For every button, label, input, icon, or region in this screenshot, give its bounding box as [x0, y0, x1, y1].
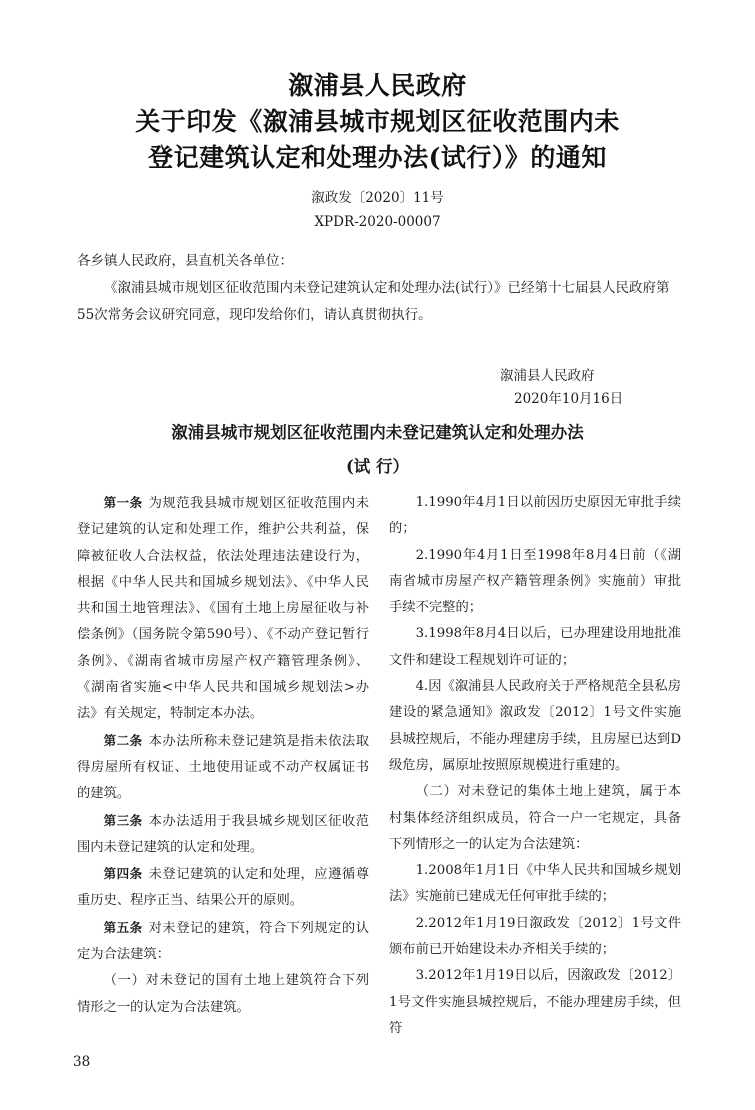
regulation-subtitle: (试 行）	[345, 457, 410, 476]
article-text: 本办法所称未登记建筑是指未依法取得房屋所有权证、土地使用证或不动产权属证书的建筑。	[77, 733, 369, 802]
article-label: 第一条	[103, 495, 143, 510]
notice-body	[77, 248, 681, 329]
clause-item: 3.2012年1月19日以后，因溆政发〔2012〕1号文件实施县城控规后，不能办理建房手续，但符	[389, 968, 681, 1036]
article-text: 本办法适用于我县城乡规划区征收范围内未登记建筑的认定和处理。	[77, 813, 369, 855]
regulation-title: 溆浦县城市规划区征收范围内未登记建筑认定和处理办法	[171, 423, 584, 442]
notice-addressee: 各乡镇人民政府，县直机关各单位：	[77, 253, 293, 269]
article	[77, 490, 369, 728]
document-code: XPDR-2020-00007	[314, 214, 441, 230]
clause-item: 2.2012年1月19日溆政发〔2012〕1号文件颁布前已开始建设未办齐相关手续的；	[389, 915, 681, 958]
document-number-block	[0, 186, 755, 234]
right-column	[389, 490, 681, 1042]
two-column-body	[77, 490, 681, 1042]
left-column	[77, 490, 369, 1042]
document-number: 溆政发〔2020〕11号	[311, 190, 444, 206]
clause-item: 3.1998年8月4日以后，已办理建设用地批准文件和建设工程规划许可证的；	[389, 626, 681, 668]
signature-date: 2020年10月16日	[514, 391, 624, 407]
title-line: 溆浦县人民政府	[288, 71, 467, 100]
clause-item: 1.2008年1月1日《中华人民共和国城乡规划法》实施前已建成无任何审批手续的；	[389, 863, 681, 905]
title-line: 登记建筑认定和处理办法(试行）》的通知	[148, 143, 607, 172]
article-label: 第三条	[103, 812, 143, 828]
clause	[77, 968, 369, 1021]
article	[77, 915, 369, 969]
clause-text: （一）对未登记的国有土地上建筑符合下列情形之一的认定为合法建筑。	[77, 973, 369, 1015]
article-label: 第二条	[103, 732, 143, 748]
article-text: 为规范我县城市规划区征收范围内未登记建筑的认定和处理工作，维护公共利益，保障被征收人合法权益，依法处理违法建设行为，根据《中华人民共和国城乡规划法》、《中华人民共和国土地管理法》、《国有土地上房屋征收与补偿条例》（国务院令第590号）、《不动产登记暂行条例》、《湖南省城市房屋产权产籍管理条例》、《湖南省实施<中华人民共和国城乡规划法>办法》有关规定，特制定本办法。	[77, 496, 369, 722]
page-number: 38	[73, 1054, 91, 1071]
article-label: 第四条	[103, 866, 143, 882]
clause-item: 4.因《溆浦县人民政府关于严格规范全县私房建设的紧急通知》溆政发〔2012〕1号文件实施县城控规后，不能办理建房手续，且房屋已达到D级危房，属原址按照原规模进行重建的。	[389, 679, 681, 773]
title-line: 关于印发《溆浦县城市规划区征收范围内未	[135, 107, 620, 136]
notice-paragraph: 《溆浦县城市规划区征收范围内未登记建筑认定和处理办法(试行）》已经第十七届县人民政府第55次常务会议研究同意，现印发给你们，请认真贯彻执行。	[77, 280, 670, 323]
clause-item: 1.1990年4月1日以前因历史原因无审批手续的；	[389, 495, 681, 537]
clause-item: 2.1990年4月1日至1998年8月4日前（《湖南省城市房屋产权产籍管理条例》实施前）审批手续不完整的；	[389, 547, 681, 616]
article	[77, 728, 369, 808]
article	[77, 861, 369, 915]
signature-issuer: 溆浦县人民政府	[500, 368, 595, 384]
article-label: 第五条	[103, 919, 143, 935]
article	[77, 808, 369, 862]
document-title	[0, 68, 755, 176]
article-text: 未登记建筑的认定和处理，应遵循尊重历史、程序正当、结果公开的原则。	[77, 867, 369, 909]
article-text: 对未登记的建筑，符合下列规定的认定为合法建筑：	[77, 920, 369, 963]
signature-block	[500, 365, 681, 411]
clause-item: （二）对未登记的集体土地上建筑，属于本村集体经济组织成员，符合一户一宅规定，具备下列情形之一的认定为合法建筑：	[389, 784, 681, 852]
